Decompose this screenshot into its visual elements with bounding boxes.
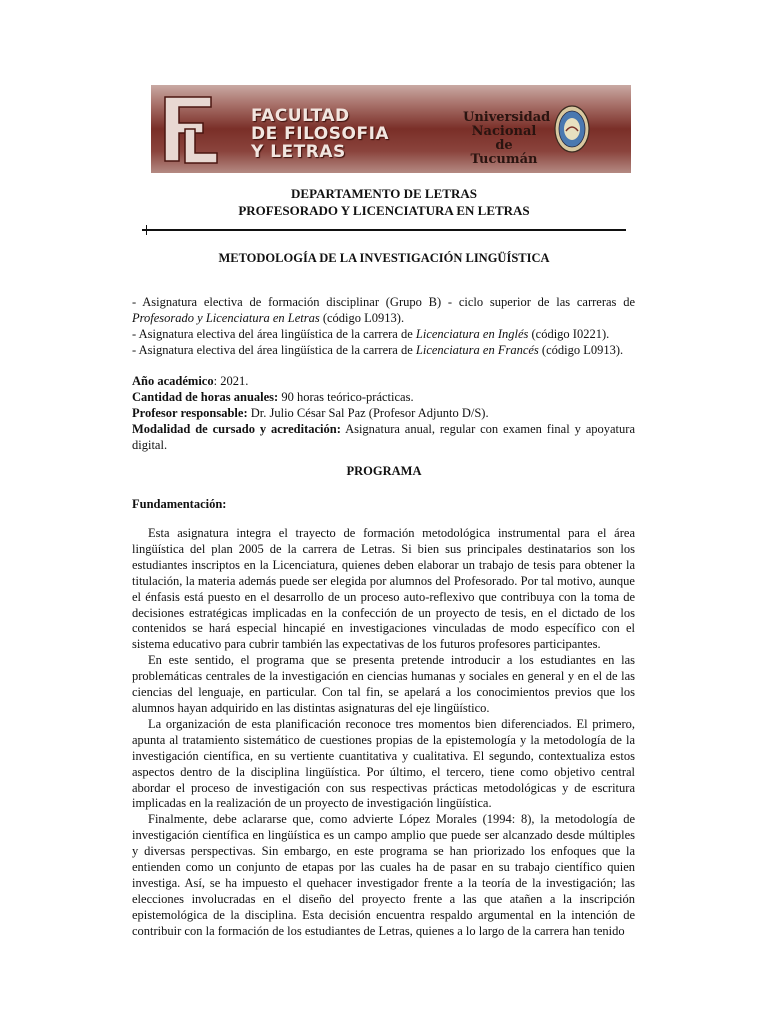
electives-list	[132, 295, 635, 359]
faculty-line-3: Y LETRAS	[251, 142, 346, 162]
university-seal-icon	[554, 105, 590, 153]
body-paragraph: Finalmente, debe aclararse que, como advierte López Morales (1994: 8), la metodología de investigación científica en lingüística es un campo amplio que puede ser alcanzado desde múltiples y diversas perspectivas. Sin embargo, en este programa se han priorizado los enfoques que la entienden como un conjunto de etapas por las cuales ha de pasar en su trabajo científico quien investiga. Así, se ha impuesto el quehacer investigador frente a la teoría de la investigación; las elecciones involucradas en el diseño del proyecto frente a las que atañen a la inscripción epistemológica de la disciplina. Esta decisión encuentra respaldo argumental en la intención de contribuir con la formación de los estudiantes de Letras, quienes a lo largo de la carrera han tenido	[132, 812, 635, 938]
body-paragraph: Esta asignatura integra el trayecto de formación metodológica instrumental para el área lingüística del plan 2005 de la carrera de Letras. Si bien sus principales destinatarios son los estudiantes inscriptos en la Licenciatura, quienes deben elaborar un trabajo de tesis para obtener la titulación, la materia además puede ser elegida por alumnos del Profesorado. Por tal motivo, aunque el énfasis está puesto en el desarrollo de un proceso auto-reflexivo que contribuya con la toma de decisiones estratégicas implicadas en la confección de un proyecto de tesis, en el dictado de los contenidos se hará especial hincapié en investigaciones vinculadas de modo específico con el sistema educativo para cubrir también las expectativas de los futuros profesores participantes.	[132, 526, 635, 652]
elective-item: - Asignatura electiva del área lingüística de la carrera de Licenciatura en Francés (código L0913).	[132, 342, 624, 357]
faculty-name	[251, 107, 389, 161]
elective-item: - Asignatura electiva de formación disciplinar (Grupo B) - ciclo superior de las carreras de Profesorado y Licenciatura en Letras (código L0913).	[132, 295, 635, 325]
university-line-3: de Tucumán	[470, 138, 538, 167]
year-row: Año académico: 2021.	[132, 374, 249, 388]
university-name	[463, 110, 551, 167]
course-info	[132, 374, 635, 454]
body-paragraph: En este sentido, el programa que se presenta pretende introducir a los estudiantes en las problemáticas centrales de la investigación en ciencias humanas y sociales en general y en el de las ciencias del lenguaje, en particular. Con tal fin, se apelará a los conocimientos previos que los alumnos hayan adquirido en las distintas asignaturas del eje lingüístico.	[132, 653, 635, 715]
programa-heading: PROGRAMA	[346, 464, 422, 478]
elective-item: - Asignatura electiva del área lingüística de la carrera de Licenciatura en Inglés (código I0221).	[132, 326, 610, 341]
faculty-banner	[151, 85, 631, 173]
faculty-line-2: DE FILOSOFIA	[251, 124, 390, 144]
modality-row: Modalidad de cursado y acreditación: Asignatura anual, regular con examen final y apoyatura digital.	[132, 421, 635, 452]
fundamentacion-heading: Fundamentación:	[132, 497, 227, 511]
professor-row: Profesor responsable: Dr. Julio César Sal Paz (Profesor Adjunto D/S).	[132, 405, 489, 420]
department-title: DEPARTAMENTO DE LETRAS	[291, 186, 477, 201]
program-title: PROFESORADO Y LICENCIATURA EN LETRAS	[238, 203, 530, 218]
header-divider	[142, 229, 626, 231]
fundamentacion-body	[132, 526, 635, 940]
faculty-line-1: FACULTAD	[251, 106, 350, 126]
hours-row: Cantidad de horas anuales: 90 horas teórico-prácticas.	[132, 389, 414, 404]
university-line-2: Nacional	[471, 124, 537, 139]
body-paragraph: La organización de esta planificación reconoce tres momentos bien diferenciados. El primero, apunta al tratamiento sistemático de cuestiones propias de la epistemología y la metodología de la investigación científica, en su vertiente cuantitativa y cualitativa. El segundo, contextualiza estos aspectos dentro de la disciplina lingüística. Por último, el tercero, tiene como objetivo central abordar el proceso de investigación con sus respectivas prácticas metodológicas y de escritura implicadas en la realización de un proyecto de investigación lingüística.	[132, 716, 635, 811]
faculty-fl-logo	[159, 89, 223, 169]
university-line-1: Universidad	[463, 110, 551, 125]
divider-mark	[146, 225, 147, 235]
subject-title: METODOLOGÍA DE LA INVESTIGACIÓN LINGÜÍSTICA	[218, 251, 550, 265]
